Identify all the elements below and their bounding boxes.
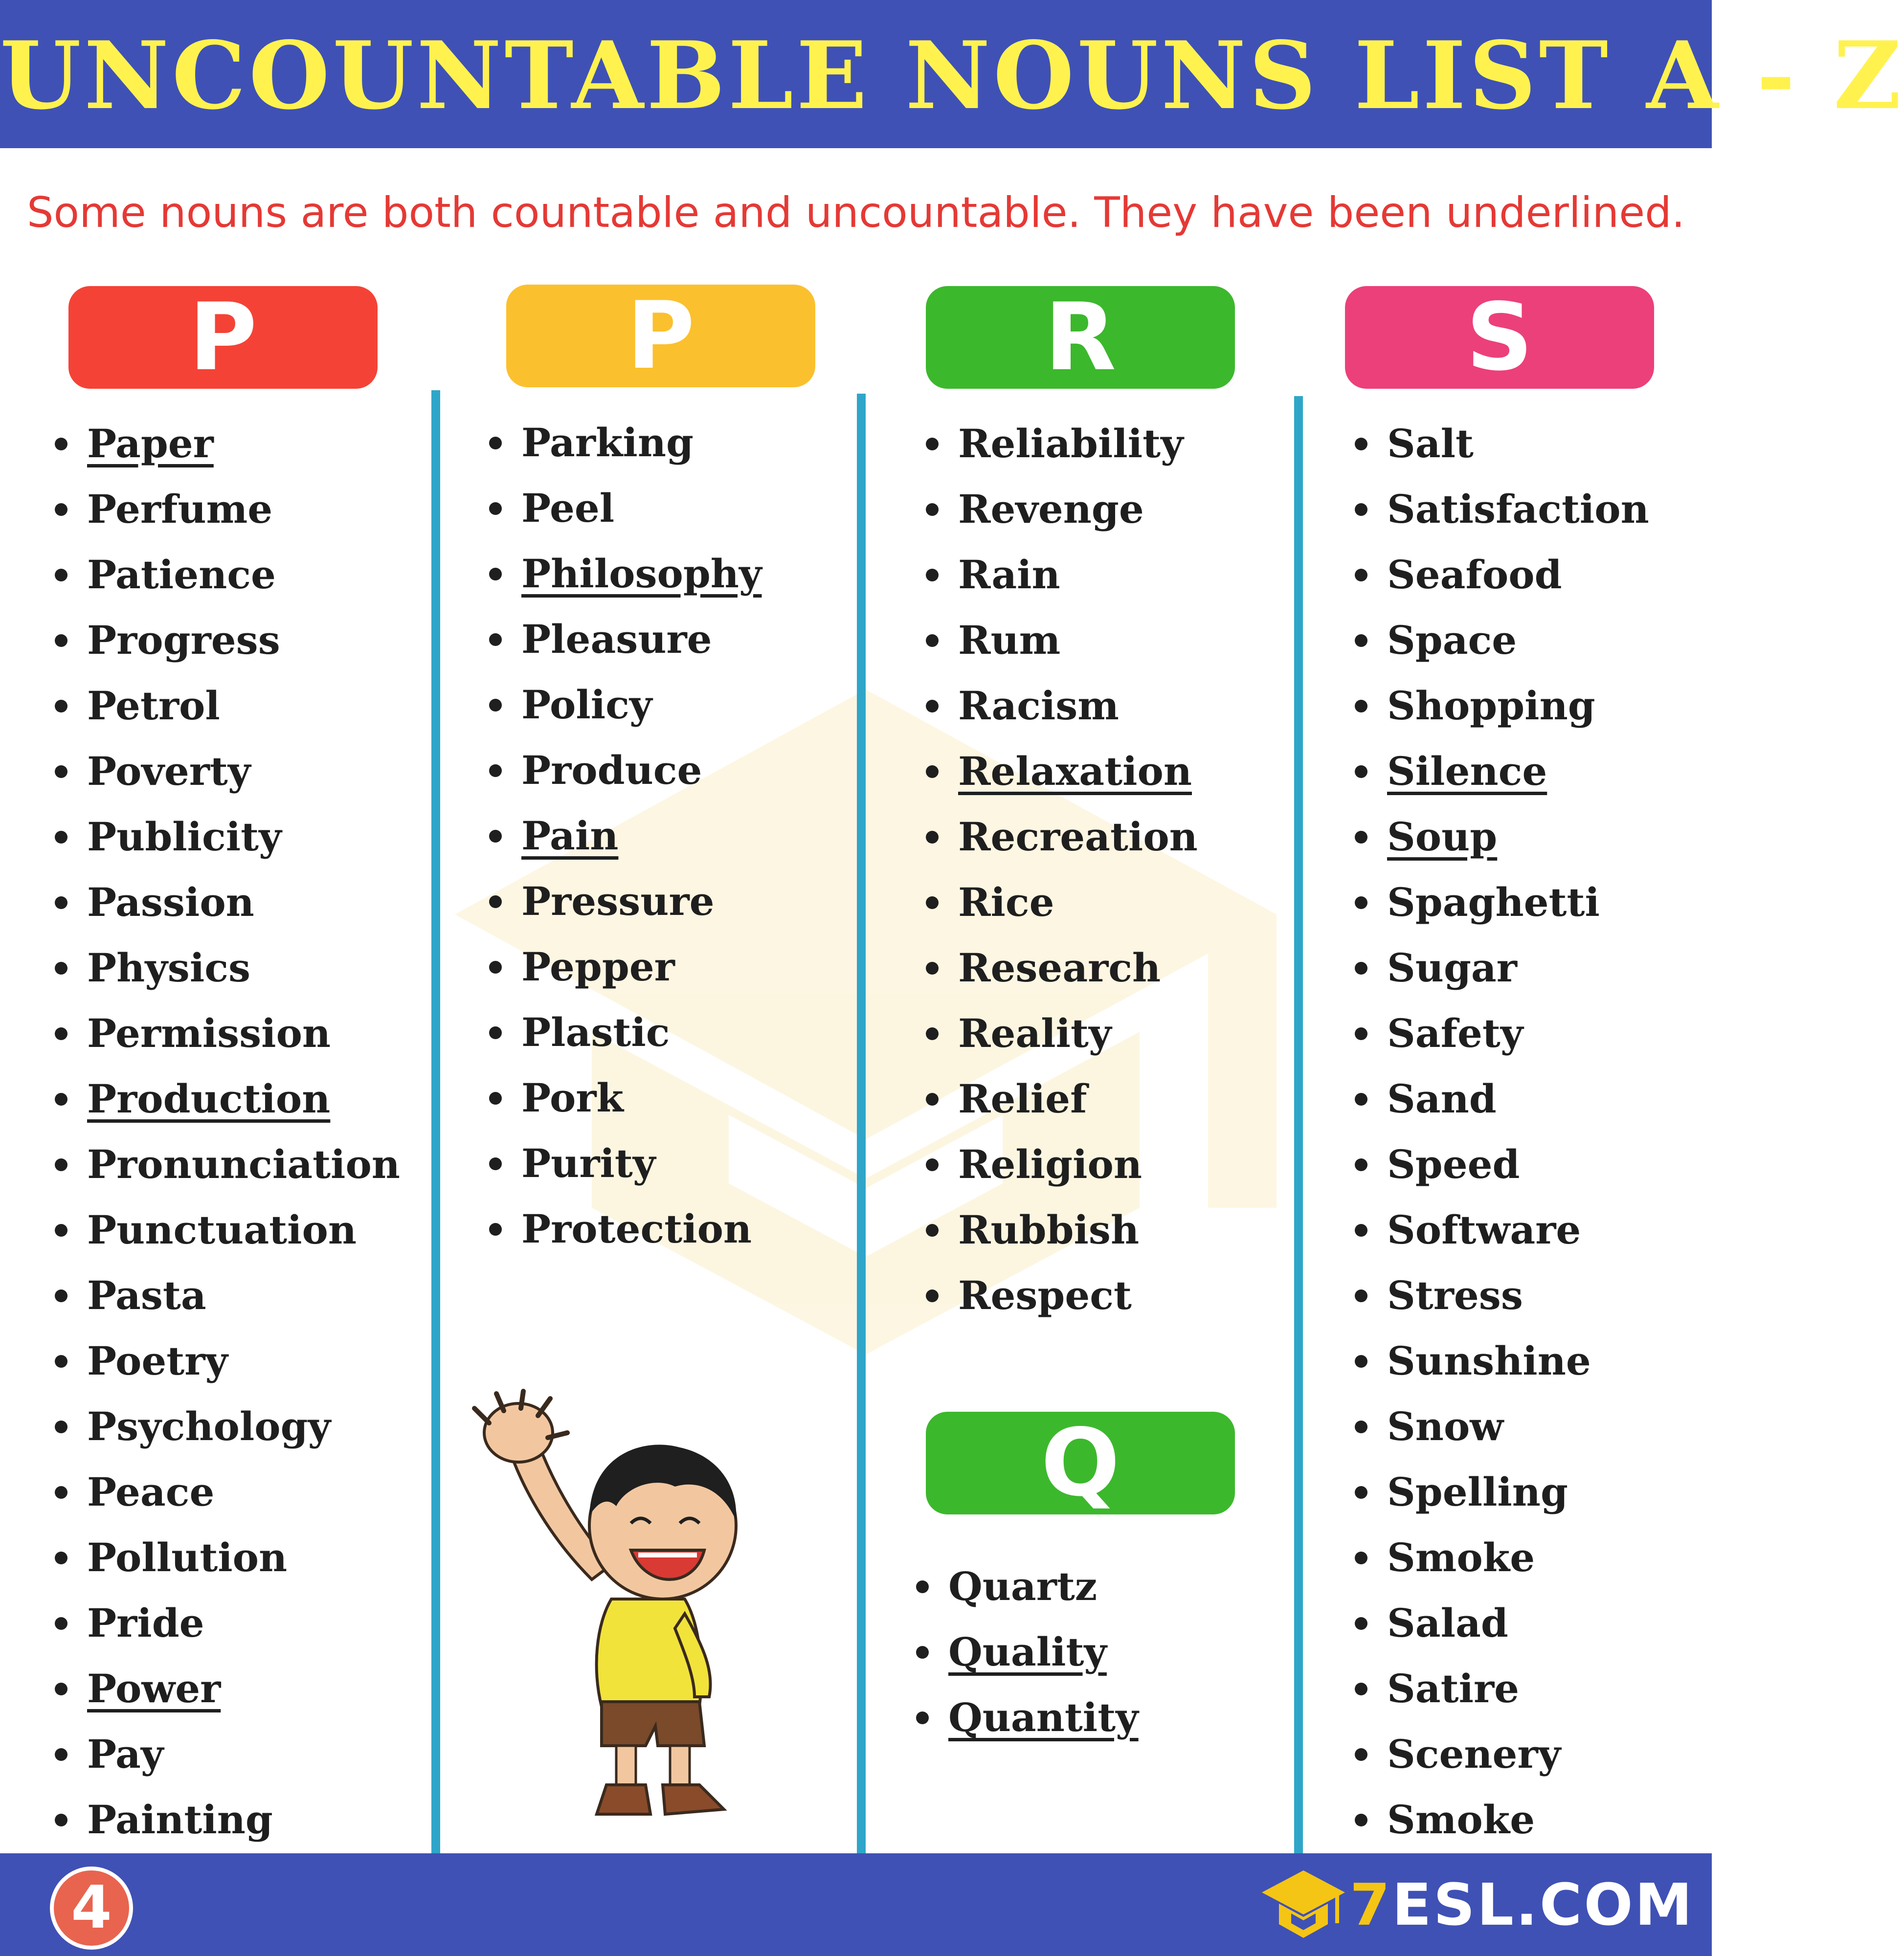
list-item	[55, 1394, 400, 1459]
list-item	[1355, 1459, 1649, 1525]
list-item	[926, 804, 1198, 869]
noun-word: Pepper	[521, 944, 675, 990]
list-item	[926, 935, 1198, 1000]
noun-word: Psychology	[87, 1403, 331, 1449]
list-item	[489, 1131, 762, 1196]
list-item	[1355, 1721, 1649, 1787]
noun-word: Progress	[87, 617, 280, 663]
cheering-boy-illustration	[470, 1394, 773, 1824]
noun-word: Relaxation	[958, 748, 1192, 794]
noun-word: Pain	[521, 813, 619, 859]
list-item	[926, 869, 1198, 935]
noun-word: Rice	[958, 879, 1054, 925]
list-item	[1355, 804, 1649, 869]
letter-badge-q: Q	[926, 1412, 1235, 1514]
noun-word: Software	[1387, 1207, 1581, 1253]
list-item	[55, 607, 400, 673]
list-item	[489, 934, 762, 1000]
noun-word: Space	[1387, 617, 1517, 663]
noun-word: Stress	[1387, 1272, 1523, 1318]
list-item	[926, 411, 1198, 476]
list-item	[926, 1197, 1198, 1263]
noun-word: Policy	[521, 682, 652, 728]
noun-word: Smoke	[1387, 1797, 1535, 1843]
noun-word: Passion	[87, 879, 254, 925]
noun-word: Physics	[87, 945, 250, 991]
list-item	[926, 738, 1198, 804]
noun-word: Publicity	[87, 814, 282, 860]
noun-word: Sand	[1387, 1076, 1497, 1122]
noun-word: Salad	[1387, 1600, 1508, 1646]
noun-word: Seafood	[1387, 552, 1562, 598]
list-item	[1355, 1787, 1649, 1852]
list-item	[1355, 738, 1649, 804]
letter-badge-s: S	[1345, 286, 1654, 389]
noun-word: Religion	[958, 1141, 1142, 1187]
noun-word: Smoke	[1387, 1534, 1535, 1580]
header-banner	[0, 0, 1904, 148]
letter-badge-p-yellow: P	[506, 285, 815, 387]
noun-word: Paper	[87, 421, 214, 467]
list-item	[55, 869, 400, 935]
word-list-p-second	[489, 410, 762, 1262]
noun-word: Patience	[87, 552, 276, 598]
list-item	[1355, 411, 1649, 476]
noun-word: Rubbish	[958, 1207, 1140, 1253]
subtitle-note: Some nouns are both countable and uncountable. They have been underlined.	[26, 188, 1685, 237]
noun-word: Safety	[1387, 1010, 1523, 1056]
list-item	[489, 1065, 762, 1131]
noun-word: Salt	[1387, 421, 1474, 467]
logo-text-part2: ESL.COM	[1392, 1871, 1695, 1938]
noun-word: Scenery	[1387, 1731, 1561, 1777]
noun-word: Petrol	[87, 683, 220, 729]
noun-word: Poverty	[87, 748, 251, 794]
list-item	[489, 475, 762, 541]
site-logo[interactable]	[1262, 1866, 1695, 1944]
noun-word: Speed	[1387, 1141, 1520, 1187]
noun-word: Racism	[958, 683, 1119, 729]
noun-word: Pork	[521, 1075, 624, 1121]
noun-word: Pride	[87, 1600, 204, 1646]
list-item	[55, 804, 400, 869]
list-item	[1355, 1394, 1649, 1459]
list-item	[916, 1554, 1139, 1619]
list-item	[926, 607, 1198, 673]
list-item	[916, 1685, 1139, 1750]
noun-word: Pronunciation	[87, 1141, 400, 1187]
list-item	[55, 1066, 400, 1132]
noun-word: Sugar	[1387, 945, 1517, 991]
noun-word: Pollution	[87, 1534, 288, 1580]
noun-word: Relief	[958, 1076, 1087, 1122]
list-item	[1355, 935, 1649, 1000]
list-item	[1355, 1525, 1649, 1590]
list-item	[489, 1196, 762, 1262]
noun-word: Philosophy	[521, 551, 762, 597]
list-item	[926, 1132, 1198, 1197]
list-item	[55, 1459, 400, 1525]
noun-word: Painting	[87, 1797, 273, 1843]
list-item	[489, 1000, 762, 1065]
noun-word: Produce	[521, 747, 702, 793]
noun-word: Quality	[948, 1629, 1107, 1675]
word-list-r	[926, 411, 1198, 1328]
list-item	[1355, 607, 1649, 673]
noun-word: Purity	[521, 1140, 656, 1186]
logo-text-part1: 7	[1350, 1871, 1392, 1938]
list-item	[55, 1000, 400, 1066]
list-item	[1355, 1066, 1649, 1132]
noun-word: Quartz	[948, 1563, 1098, 1609]
noun-word: Peace	[87, 1469, 215, 1515]
noun-word: Shopping	[1387, 683, 1595, 729]
noun-word: Poetry	[87, 1338, 228, 1384]
noun-word: Pressure	[521, 878, 715, 924]
list-item	[55, 1197, 400, 1263]
list-item	[1355, 673, 1649, 738]
noun-word: Pay	[87, 1731, 164, 1777]
list-item	[1355, 1132, 1649, 1197]
list-item	[926, 476, 1198, 542]
noun-word: Sunshine	[1387, 1338, 1591, 1384]
logo-text	[1350, 1866, 1694, 1944]
word-list-q	[916, 1554, 1139, 1750]
noun-word: Recreation	[958, 814, 1198, 860]
list-item	[926, 1000, 1198, 1066]
word-list-s	[1355, 411, 1649, 1852]
noun-word: Perfume	[87, 486, 273, 532]
noun-word: Soup	[1387, 814, 1498, 860]
word-list-p-first	[55, 411, 400, 1852]
list-item	[926, 1263, 1198, 1328]
list-item	[55, 1590, 400, 1656]
list-item	[489, 672, 762, 737]
list-item	[55, 1721, 400, 1787]
list-item	[55, 1787, 400, 1852]
noun-word: Reliability	[958, 421, 1184, 467]
letter-badge-r: R	[926, 286, 1235, 389]
noun-word: Production	[87, 1076, 331, 1122]
list-item	[55, 1132, 400, 1197]
list-item	[489, 803, 762, 868]
list-item	[926, 1066, 1198, 1132]
list-item	[916, 1619, 1139, 1685]
noun-word: Permission	[87, 1010, 331, 1056]
noun-word: Pasta	[87, 1272, 206, 1318]
list-item	[489, 606, 762, 672]
noun-word: Protection	[521, 1206, 752, 1252]
list-item	[55, 411, 400, 476]
noun-word: Rain	[958, 552, 1060, 598]
list-item	[1355, 1197, 1649, 1263]
list-item	[1355, 1328, 1649, 1394]
list-item	[55, 1525, 400, 1590]
letter-badge-p-red: P	[68, 286, 378, 389]
noun-word: Research	[958, 945, 1161, 991]
noun-word: Snow	[1387, 1403, 1504, 1449]
list-item	[1355, 1000, 1649, 1066]
noun-word: Power	[87, 1666, 221, 1712]
list-item	[926, 542, 1198, 607]
noun-word: Spelling	[1387, 1469, 1568, 1515]
list-item	[55, 673, 400, 738]
list-item	[1355, 1656, 1649, 1721]
page-title: UNCOUNTABLE NOUNS LIST A - Z	[0, 21, 1904, 130]
column-divider	[1294, 396, 1303, 1853]
noun-word: Revenge	[958, 486, 1144, 532]
list-item	[55, 1263, 400, 1328]
noun-word: Parking	[521, 420, 694, 466]
page-number-badge: 4	[50, 1867, 133, 1950]
list-item	[1355, 1263, 1649, 1328]
list-item	[489, 410, 762, 475]
noun-word: Rum	[958, 617, 1061, 663]
graduation-cap-icon	[1262, 1866, 1345, 1944]
noun-word: Quantity	[948, 1694, 1139, 1740]
noun-word: Plastic	[521, 1009, 670, 1055]
column-divider	[857, 394, 866, 1853]
noun-word: Satisfaction	[1387, 486, 1649, 532]
list-item	[489, 868, 762, 934]
column-divider	[431, 390, 440, 1853]
list-item	[55, 476, 400, 542]
list-item	[489, 737, 762, 803]
noun-word: Punctuation	[87, 1207, 357, 1253]
noun-word: Silence	[1387, 748, 1547, 794]
list-item	[55, 935, 400, 1000]
list-item	[1355, 1590, 1649, 1656]
list-item	[1355, 476, 1649, 542]
list-item	[55, 1328, 400, 1394]
list-item	[926, 673, 1198, 738]
list-item	[1355, 869, 1649, 935]
noun-word: Respect	[958, 1272, 1132, 1318]
noun-word: Peel	[521, 485, 615, 531]
list-item	[55, 738, 400, 804]
list-item	[55, 542, 400, 607]
noun-word: Satire	[1387, 1666, 1519, 1712]
noun-word: Pleasure	[521, 616, 712, 662]
noun-word: Spaghetti	[1387, 879, 1600, 925]
list-item	[1355, 542, 1649, 607]
noun-word: Reality	[958, 1010, 1112, 1056]
list-item	[55, 1656, 400, 1721]
list-item	[489, 541, 762, 606]
